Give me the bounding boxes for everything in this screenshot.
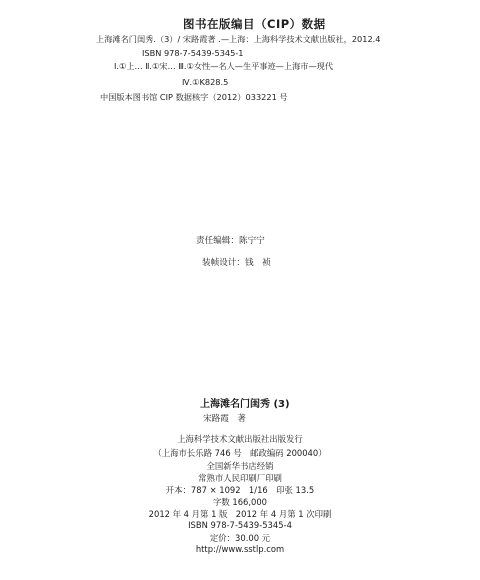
cover-designer: 装帧设计：钱 祯 (202, 258, 271, 268)
book-author: 宋路霞 著 (203, 414, 246, 424)
publisher: 上海科学技术文献出版社出版发行 (177, 434, 303, 444)
cip-classification: Ⅰ.①上… Ⅱ.①宋… Ⅲ.①女性—名人—生平事迹—上海市—现代 (114, 61, 334, 71)
cip-line-title: 上海滩名门闺秀.（3）/ 宋路霞著 .—上海：上海科学技术文献出版社，2012.4 (96, 34, 381, 44)
responsible-editor: 责任编辑：陈宁宁 (196, 236, 265, 246)
printer: 常熟市人民印刷厂印刷 (198, 473, 282, 483)
book-format: 开本：787 × 1092 1/16 印张 13.5 (165, 485, 315, 495)
publisher-url: http://www.sstlp.com (195, 544, 285, 554)
distributor: 全国新华书店经销 (206, 461, 274, 471)
cip-clc-number: Ⅳ.①K828.5 (182, 77, 229, 87)
publisher-address: （上海市长乐路 746 号 邮政编码 200040） (153, 448, 327, 458)
cip-isbn: ISBN 978-7-5439-5345-1 (142, 48, 244, 58)
book-price: 定价：30.00 元 (209, 533, 271, 543)
edition-info: 2012 年 4 月第 1 版 2012 年 4 月第 1 次印刷 (148, 509, 332, 519)
word-count: 字数 166,000 (212, 497, 268, 507)
cip-heading: 图书在版编目（CIP）数据 (183, 17, 326, 31)
cip-record-number: 中国版本图书馆 CIP 数据核字（2012）033221 号 (100, 92, 288, 102)
book-title: 上海滩名门闺秀 (3) (200, 399, 290, 410)
book-isbn: ISBN 978-7-5439-5345-4 (188, 520, 292, 530)
